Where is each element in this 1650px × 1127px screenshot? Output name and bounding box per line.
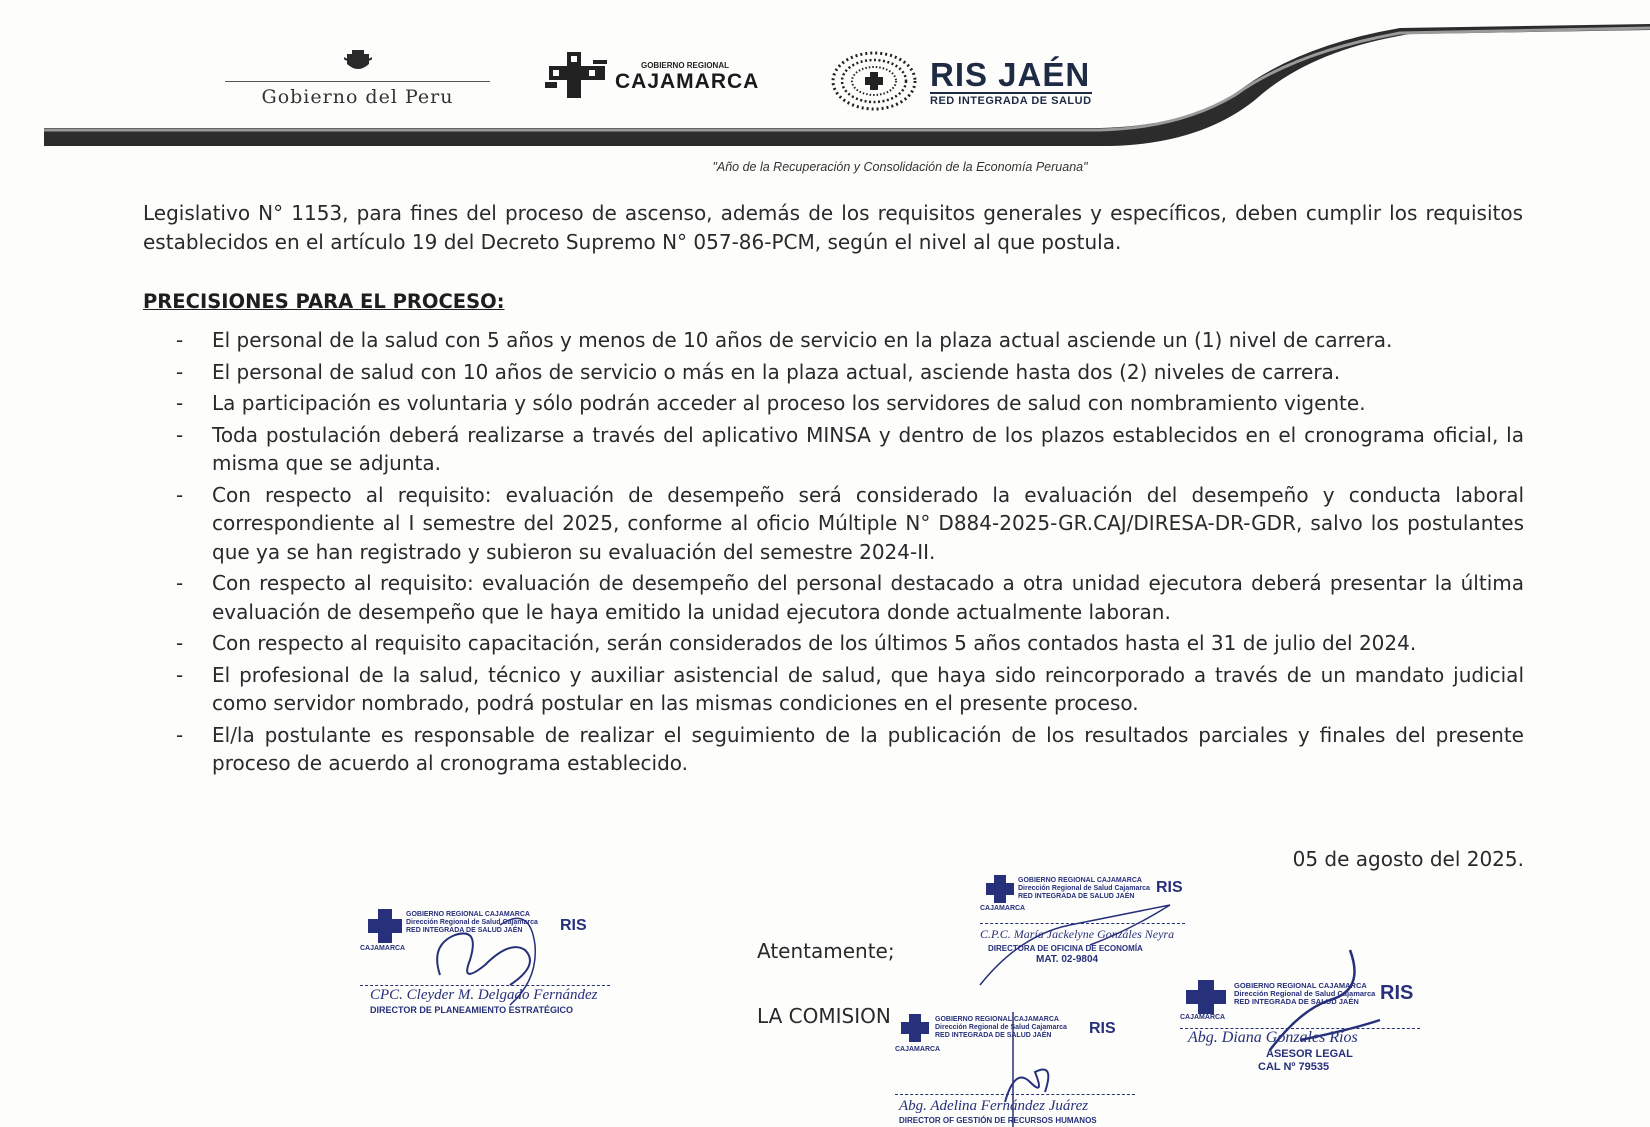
document-date: 05 de agosto del 2025. bbox=[1292, 847, 1524, 871]
stamp-region: CAJAMARCA bbox=[895, 1046, 941, 1053]
list-item: - La participación es voluntaria y sólo podrán acceder al proceso los servidores de salud con nombramiento vigente. bbox=[170, 389, 1524, 418]
signer-registration: CAL Nº 79535 bbox=[1258, 1061, 1330, 1073]
stamp-region: CAJAMARCA bbox=[980, 905, 1026, 912]
regional-small: GOBIERNO REGIONAL bbox=[640, 61, 729, 70]
stamp-ris: RIS bbox=[1089, 1020, 1116, 1037]
list-item: - Con respecto al requisito capacitación, serán considerados de los últimos 5 años contados hasta el 31 de julio del 2024. bbox=[170, 629, 1524, 658]
stamp-ris: RIS bbox=[1156, 879, 1183, 896]
cajamarca-logo bbox=[545, 52, 760, 102]
gobierno-peru-logo bbox=[225, 50, 490, 108]
year-motto: "Año de la Recuperación y Consolidación de la Economía Peruana" bbox=[712, 160, 1088, 174]
cajamarca-cross-icon bbox=[545, 52, 609, 98]
bullet-marker: - bbox=[176, 482, 184, 507]
signer-name: C.P.C. María Jackelyne Gonzáles Neyra bbox=[980, 927, 1175, 941]
list-item: - El personal de la salud con 5 años y menos de 10 años de servicio en la plaza actual asciende un (1) nivel de carrera. bbox=[170, 326, 1524, 355]
stamp-economia: GOBIERNO REGIONAL CAJAMARCA Dirección Regional de Salud Cajamarca RED INTEGRADA DE SALUD JAÉN RIS CAJAMARCA C.P.C. María Jackelyne Gonzáles Neyra DIRECTORA DE OFICINA DE ECONOMÍA MAT. 02-9804 bbox=[980, 875, 1195, 995]
list-item: - El profesional de la salud, técnico y auxiliar asistencial de salud, que haya sido reincorporado a través de un mandato judicial como servidor nombrado, podrá postular en las mismas condiciones en el presente proceso. bbox=[176, 662, 1524, 715]
bullet-marker: - bbox=[176, 328, 184, 352]
stamp-ris: RIS bbox=[560, 917, 587, 934]
list-item: - Con respecto al requisito: evaluación de desempeño del personal destacado a otra unidad ejecutora deberá presentar la última evaluación de desempeño que le haya emitido la unidad ejecutora donde actualmente laboran. bbox=[176, 571, 1524, 624]
bullet-marker: - bbox=[176, 662, 184, 687]
list-item: - El personal de salud con 10 años de servicio o más en la plaza actual, asciende hasta dos (2) niveles de carrera. bbox=[170, 358, 1524, 387]
stamp-region: CAJAMARCA bbox=[1180, 1014, 1226, 1021]
signer-registration: MAT. 02-9804 bbox=[1036, 954, 1099, 965]
stamp-asesor-legal: GOBIERNO REGIONAL CAJAMARCA Dirección Regional de Salud Cajamarca RED INTEGRADA DE SALUD JAÉN RIS CAJAMARCA Abg. Diana Gonzales Ríos ASESOR LEGAL CAL Nº 79535 bbox=[1180, 980, 1425, 1085]
list-item: - Toda postulación deberá realizarse a través del aplicativo MINSA y dentro de los plazos establecidos en el cronograma oficial, la misma que se adjunta. bbox=[176, 422, 1524, 475]
coat-of-arms-icon bbox=[344, 50, 372, 74]
ris-sub: RED INTEGRADA DE SALUD bbox=[930, 92, 1092, 107]
closing-text: Atentamente; bbox=[757, 939, 895, 963]
signer-role: DIRECTOR OF GESTIÓN DE RECURSOS HUMANOS bbox=[899, 1116, 1097, 1125]
signer-name: Abg. Adelina Fernández Juárez bbox=[899, 1098, 1089, 1114]
signer-role: DIRECTORA DE OFICINA DE ECONOMÍA bbox=[988, 944, 1143, 953]
stamp-planeamiento: GOBIERNO REGIONAL CAJAMARCA Dirección Regional de Salud Cajamarca RED INTEGRADA DE SALUD JAÉN RIS CAJAMARCA CPC. Cleyder M. Delgado Fernández DIRECTOR DE PLANEAMIENTO ESTRATÉGICO bbox=[360, 905, 625, 1015]
signer-role: ASESOR LEGAL bbox=[1266, 1048, 1353, 1060]
gov-name: Gobierno del Peru bbox=[261, 86, 454, 108]
stamp-rrhh: GOBIERNO REGIONAL CAJAMARCA Dirección Regional de Salud Cajamarca RED INTEGRADA DE SALUD JAÉN RIS CAJAMARCA Abg. Adelina Fernández Juárez DIRECTOR OF GESTIÓN DE RECURSOS HUMANOS bbox=[895, 1012, 1145, 1127]
signer-name: Abg. Diana Gonzales Ríos bbox=[1188, 1029, 1358, 1046]
precisions-list bbox=[170, 326, 1524, 781]
ris-name: RIS JAÉN bbox=[930, 56, 1091, 93]
regional-big: CAJAMARCA bbox=[615, 70, 760, 93]
ris-seal-icon bbox=[830, 50, 918, 112]
ris-jaen-logo bbox=[930, 58, 1092, 107]
commission-label: LA COMISION bbox=[757, 1004, 891, 1028]
stamp-region: CAJAMARCA bbox=[360, 945, 406, 952]
list-item: - Con respecto al requisito: evaluación de desempeño será considerado la evaluación del desempeño y conducta laboral correspondiente al I semestre del 2025, conforme al oficio Múltiple N° D884-2025-GR.CAJ/DIRESA-DR-GDR, salvo los postulantes que ya se han registrado y subieron su evaluación del semestre 2024-II. bbox=[176, 482, 1524, 564]
bullet-marker: - bbox=[176, 359, 184, 384]
list-item: - El/la postulante es responsable de realizar el seguimiento de la publicación de los resultados parciales y finales del presente proceso de acuerdo al cronograma establecido. bbox=[176, 722, 1524, 775]
section-heading: PRECISIONES PARA EL PROCESO: bbox=[143, 290, 505, 313]
bullet-marker: - bbox=[176, 422, 184, 447]
intro-paragraph: Legislativo N° 1153, para fines del proceso de ascenso, además de los requisitos generales y específicos, deben cumplir los requisitos establecidos en el artículo 19 del Decreto Supremo N° 057-86-PCM, según el nivel al que postula. bbox=[143, 201, 1523, 254]
stamp-ris: RIS bbox=[1380, 982, 1414, 1004]
bullet-marker: - bbox=[176, 571, 184, 595]
bullet-marker: - bbox=[176, 722, 184, 747]
bullet-marker: - bbox=[176, 391, 184, 415]
signer-role: DIRECTOR DE PLANEAMIENTO ESTRATÉGICO bbox=[370, 1005, 574, 1015]
bullet-marker: - bbox=[176, 631, 184, 655]
signer-name: CPC. Cleyder M. Delgado Fernández bbox=[370, 987, 598, 1003]
